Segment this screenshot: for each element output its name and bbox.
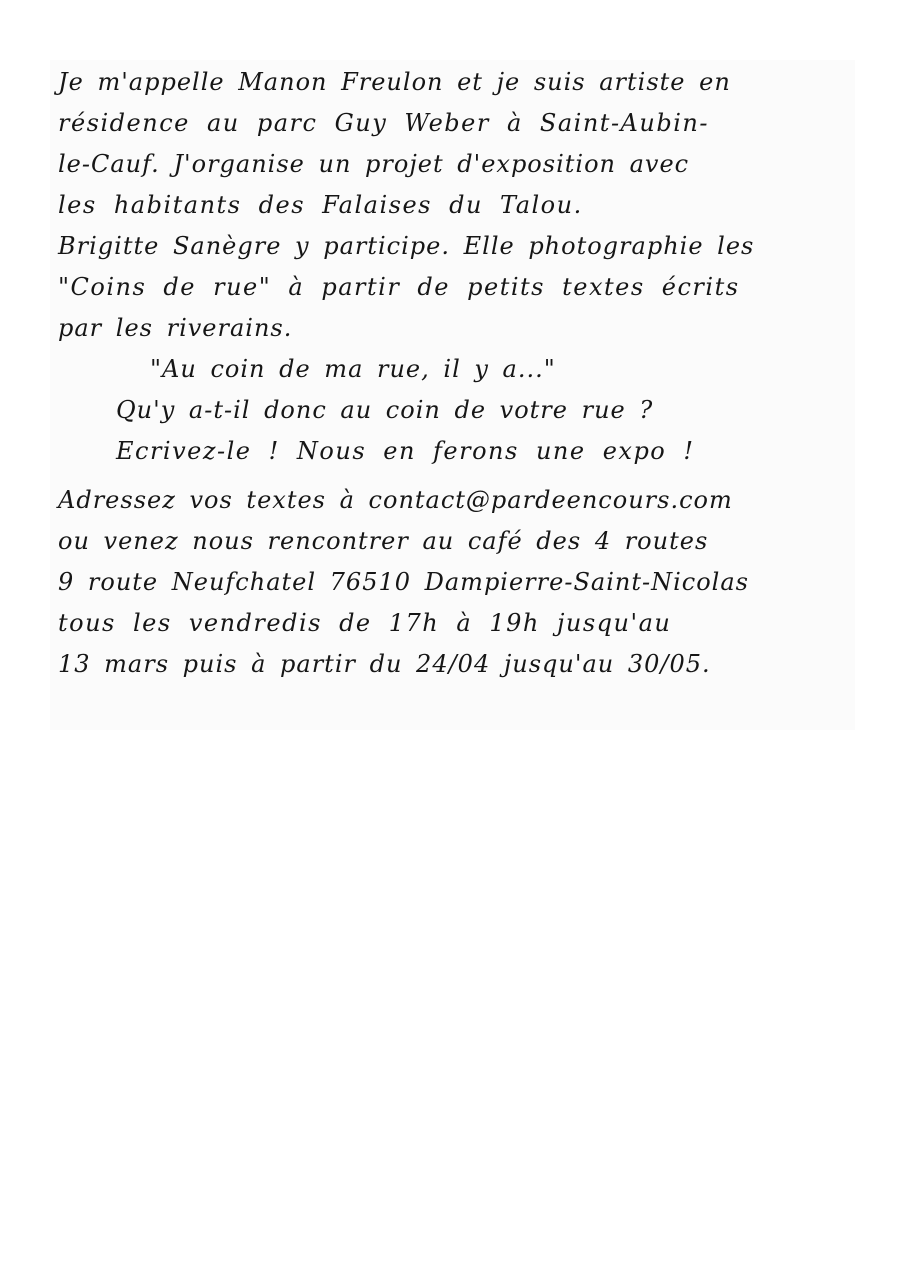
paragraph-spacer — [58, 472, 858, 480]
quote-block — [58, 349, 858, 472]
photographer-paragraph — [58, 226, 858, 349]
text-line: 13 mars puis à partir du 24/04 jusqu'au 30/05. — [58, 650, 711, 678]
text-line: tous les vendredis de 17h à 19h jusqu'au — [58, 609, 672, 637]
text-line: ou venez nous rencontrer au café des 4 routes — [58, 527, 709, 555]
text-line: Je m'appelle Manon Freulon et je suis artiste en — [58, 68, 731, 96]
intro-paragraph — [58, 62, 858, 226]
text-line: par les riverains. — [58, 314, 293, 342]
quote-line: "Au coin de ma rue, il y a..." — [150, 355, 556, 383]
text-line: les habitants des Falaises du Talou. — [58, 191, 583, 219]
quote-line: Qu'y a-t-il donc au coin de votre rue ? — [116, 396, 654, 424]
text-line: 9 route Neufchatel 76510 Dampierre-Saint-Nicolas — [58, 568, 749, 596]
quote-line: Ecrivez-le ! Nous en ferons une expo ! — [116, 437, 695, 465]
text-line: résidence au parc Guy Weber à Saint-Aubin- — [58, 109, 709, 137]
contact-paragraph — [58, 480, 858, 685]
handwritten-note — [58, 62, 858, 685]
text-line: Adressez vos textes à contact@pardeencours.com — [58, 486, 733, 514]
text-line: le-Cauf. J'organise un projet d'exposition avec — [58, 150, 690, 178]
text-line: "Coins de rue" à partir de petits textes écrits — [58, 273, 740, 301]
text-line: Brigitte Sanègre y participe. Elle photographie les — [58, 232, 755, 260]
